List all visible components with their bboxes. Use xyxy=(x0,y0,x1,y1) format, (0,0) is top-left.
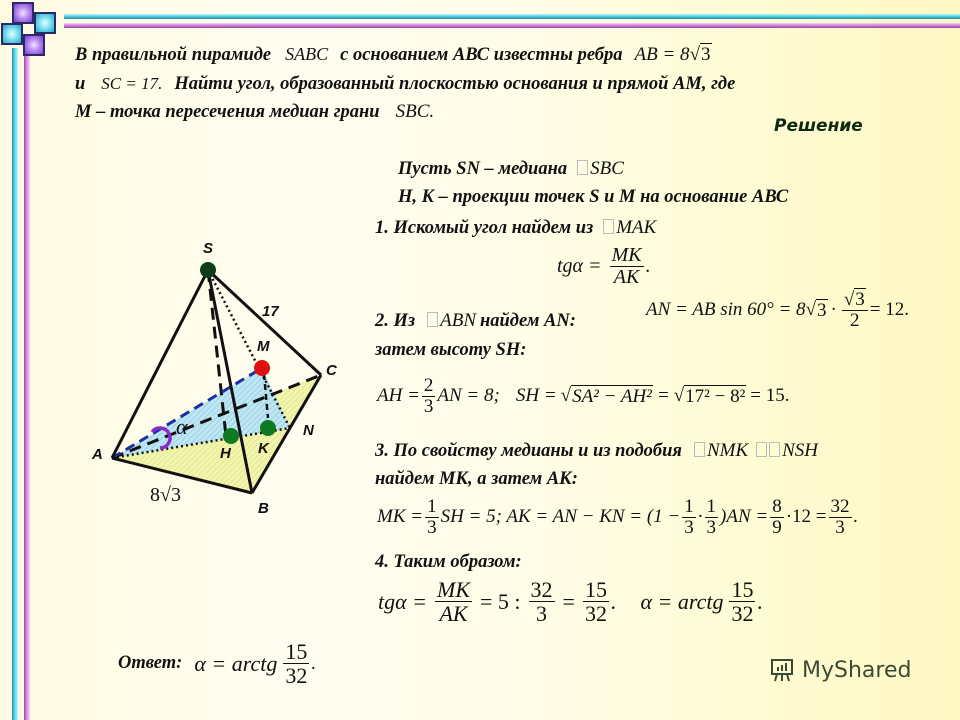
label-a: A xyxy=(92,446,103,463)
label-edge-ab: 8√3 xyxy=(150,484,181,506)
mk-ak-formula: MK = $\frac{1}{3}$ SH = 5; AK = AN − KN = (1 − $\frac{1}{3}$ · $\frac{1}{3}$ )AN = $\frac{8}{9}$ ·12 = $\frac{32}{3}$ . xyxy=(377,496,859,538)
watermark-logo: MyShared xyxy=(768,656,911,684)
step-4: 4. Таким образом: xyxy=(375,552,522,572)
label-m: M xyxy=(257,338,270,355)
let-median-line: Пусть SN – медиана SBC xyxy=(398,158,624,179)
label-edge-sc: 17 xyxy=(262,303,279,320)
label-alpha: α xyxy=(176,414,188,439)
label-k: K xyxy=(258,440,269,457)
sc-equation: SC = 17. xyxy=(101,74,163,93)
final-formula: tgα = $\frac{MK}{AK}$ = 5 : $\frac{32}{3}$ = $\frac{15}{32}$ . α = arctg $\frac{15}{32}$ . xyxy=(378,577,763,627)
point-s xyxy=(200,262,216,278)
step-3-find: найдем МК, а затем АК: xyxy=(375,469,578,489)
problem-line-3: М – точка пересечения медиан грани SBC. xyxy=(75,101,435,122)
step-1-formula: tgα = $\frac{MK}{AK}$ . xyxy=(557,244,651,288)
ab-equation: AB = 8√3 xyxy=(634,44,711,65)
label-s: S xyxy=(203,240,214,257)
step-2-height: затем высоту SH: xyxy=(375,340,527,360)
step-3: 3. По свойству медианы и из подобия NMK NSH xyxy=(375,440,819,461)
label-h: H xyxy=(220,445,231,462)
ah-sh-formula: AH = $\frac{2}{3}$ AN = 8; SH = √ SA² − AH² = √ 17² − 8² = 15. xyxy=(377,375,790,417)
point-k xyxy=(260,420,276,436)
label-b: B xyxy=(258,500,269,517)
step-1: 1. Искомый угол найдем из MAK xyxy=(375,217,657,238)
label-n: N xyxy=(303,422,314,439)
step-2: 2. Из ABN найдем AN: xyxy=(375,310,576,331)
pyramid-name: SABC xyxy=(285,44,329,64)
point-m xyxy=(254,360,270,376)
answer: Ответ: α = arctg $\frac{15}{32}$ . xyxy=(118,639,317,689)
solution-heading: Решение xyxy=(774,116,863,136)
problem-line-1: В правильной пирамиде SABC с основанием АВС известны ребра AB = 8√3 xyxy=(75,44,711,65)
problem-line-2: и SC = 17. Найти угол, образованный плоскостью основания и прямой АМ, где xyxy=(75,74,736,94)
label-c: C xyxy=(326,362,337,379)
point-h xyxy=(223,428,239,444)
face-name: SBC. xyxy=(395,101,435,122)
an-formula: AN = AB sin 60° = 8 √ 3 · $\frac{√3}{2}$ = 12. xyxy=(646,289,909,331)
presentation-board-icon xyxy=(768,656,796,684)
projections-line: H, K – проекции точек S и M на основание АВС xyxy=(398,187,789,207)
